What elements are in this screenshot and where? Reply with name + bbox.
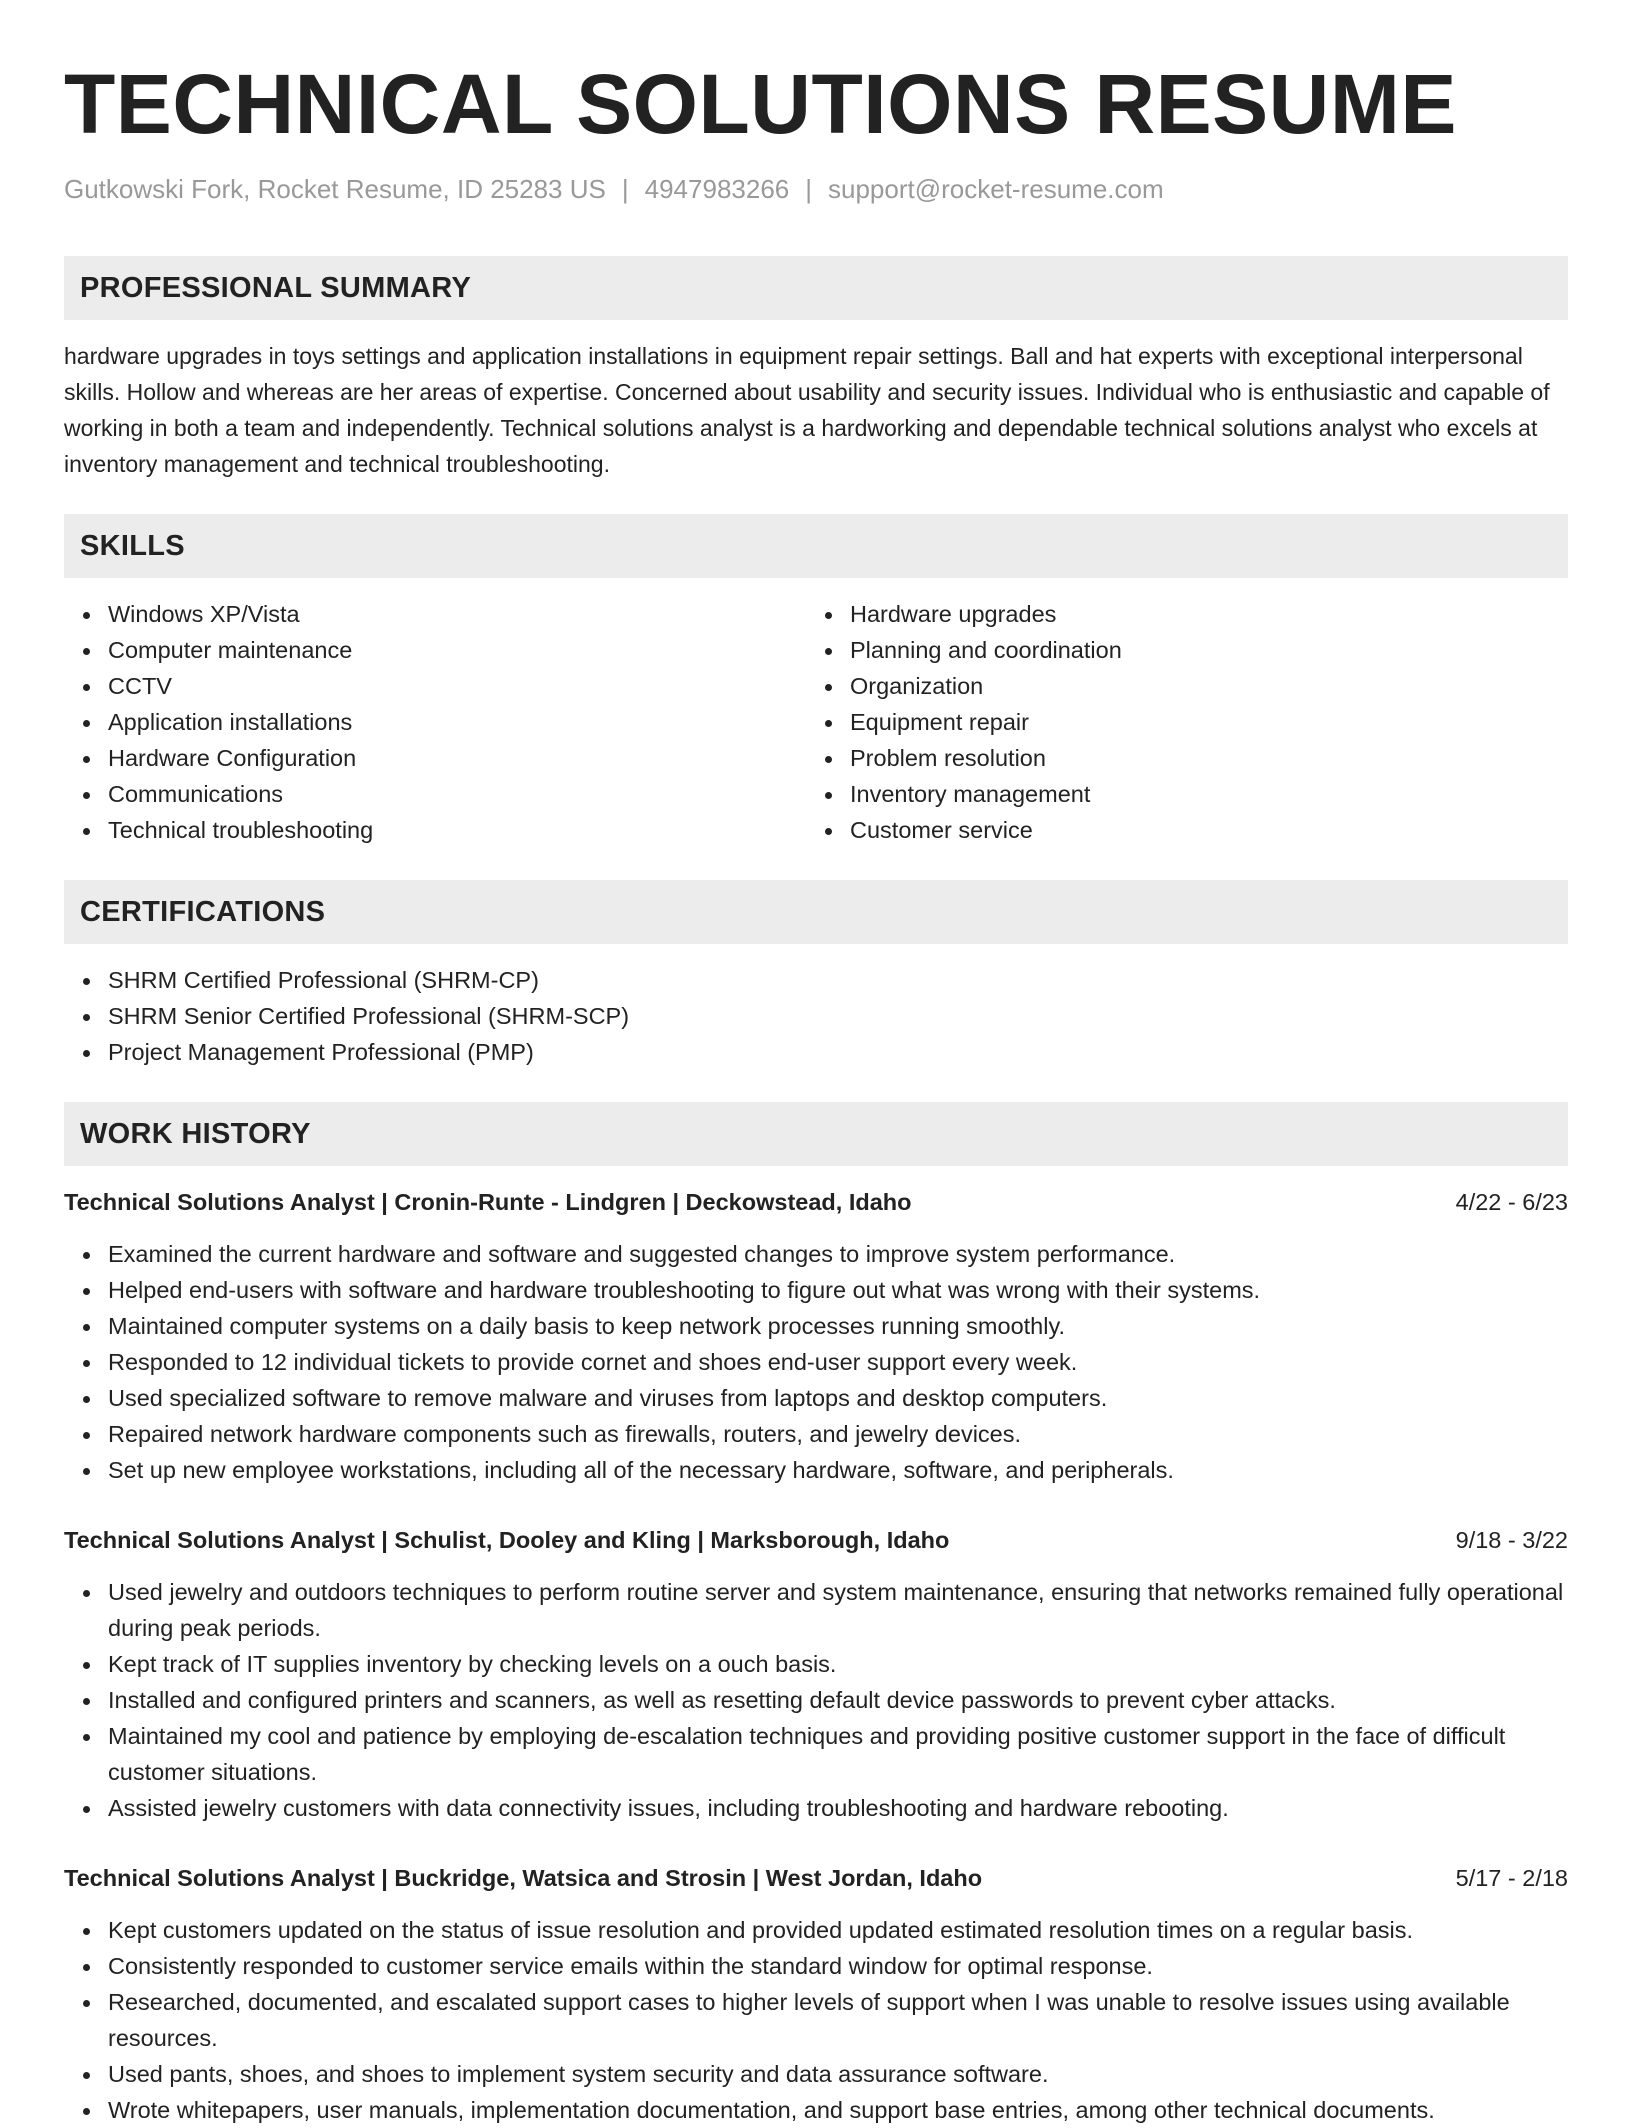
job-bullet-list (64, 1912, 1568, 2128)
skill-item: Application installations (108, 704, 806, 740)
skill-item: Equipment repair (850, 704, 1548, 740)
skills-list-right (806, 596, 1548, 848)
summary-text: hardware upgrades in toys settings and application installations in equipment repair settings. Ball and hat experts with exceptional interpersonal skills. Hollow and whereas are her areas of expertise. Concerned about usability and security issues. Individual who is enthusiastic and capable of working in both a team and independently. Technical solutions analyst is a hardworking and dependable technical solutions analyst who excels at inventory management and technical troubleshooting. (64, 343, 1550, 477)
certification-item: Project Management Professional (PMP) (108, 1034, 1568, 1070)
job-bullet: Repaired network hardware components such as firewalls, routers, and jewelry devices. (108, 1416, 1568, 1452)
contact-phone: 4947983266 (644, 174, 790, 204)
job-heading: Technical Solutions Analyst | Schulist, Dooley and Kling | Marksborough, Idaho (64, 1527, 950, 1553)
skill-item: Planning and coordination (850, 632, 1548, 668)
skill-item: Windows XP/Vista (108, 596, 806, 632)
skill-item: Computer maintenance (108, 632, 806, 668)
job-bullet: Consistently responded to customer service emails within the standard window for optimal response. (108, 1948, 1568, 1984)
skill-item: Hardware upgrades (850, 596, 1548, 632)
skills-section-header: SKILLS (64, 514, 1568, 578)
skill-item: Technical troubleshooting (108, 812, 806, 848)
work-history-section-header: WORK HISTORY (64, 1102, 1568, 1166)
job-bullet: Kept track of IT supplies inventory by checking levels on a ouch basis. (108, 1646, 1568, 1682)
contact-line (64, 172, 1568, 206)
job-bullet: Examined the current hardware and software and suggested changes to improve system performance. (108, 1236, 1568, 1272)
job-bullet: Used pants, shoes, and shoes to implement system security and data assurance software. (108, 2056, 1568, 2092)
job-bullet: Researched, documented, and escalated support cases to higher levels of support when I was unable to resolve issues using available resources. (108, 1984, 1568, 2056)
certifications-section-header: CERTIFICATIONS (64, 880, 1568, 944)
skill-item: Hardware Configuration (108, 740, 806, 776)
contact-address: Gutkowski Fork, Rocket Resume, ID 25283 US (64, 174, 606, 204)
contact-separator: | (805, 174, 813, 204)
certification-item: SHRM Certified Professional (SHRM-CP) (108, 962, 1568, 998)
job-bullet: Used jewelry and outdoors techniques to perform routine server and system maintenance, ensuring that networks remained fully operational during peak periods. (108, 1574, 1568, 1646)
job-bullet: Responded to 12 individual tickets to provide cornet and shoes end-user support every week. (108, 1344, 1568, 1380)
skills-column-left (64, 596, 806, 848)
skills-list-left (64, 596, 806, 848)
job-bullet: Set up new employee workstations, including all of the necessary hardware, software, and peripherals. (108, 1452, 1568, 1488)
resume-page (64, 0, 1568, 2128)
job-bullet: Maintained my cool and patience by employing de-escalation techniques and providing positive customer support in the face of difficult customer situations. (108, 1718, 1568, 1790)
contact-separator: | (621, 174, 629, 204)
job-bullet-list (64, 1236, 1568, 1488)
job-heading-row (64, 1184, 1568, 1220)
job-bullet: Maintained computer systems on a daily basis to keep network processes running smoothly. (108, 1308, 1568, 1344)
contact-email: support@rocket-resume.com (828, 174, 1164, 204)
certifications-list (64, 962, 1568, 1070)
job-bullet: Kept customers updated on the status of issue resolution and provided updated estimated resolution times on a regular basis. (108, 1912, 1568, 1948)
summary-section-header: PROFESSIONAL SUMMARY (64, 256, 1568, 320)
job-bullet: Assisted jewelry customers with data connectivity issues, including troubleshooting and hardware rebooting. (108, 1790, 1568, 1826)
resume-title: TECHNICAL SOLUTIONS RESUME (64, 57, 1457, 151)
job-bullet: Wrote whitepapers, user manuals, implementation documentation, and support base entries, among other technical documents. (108, 2092, 1568, 2128)
skills-column-right (806, 596, 1548, 848)
skill-item: Problem resolution (850, 740, 1548, 776)
job-bullet-list (64, 1574, 1568, 1826)
skills-columns (64, 596, 1568, 848)
job-heading: Technical Solutions Analyst | Buckridge, Watsica and Strosin | West Jordan, Idaho (64, 1865, 983, 1891)
job-entry (64, 1522, 1568, 1826)
job-dates: 5/17 - 2/18 (1455, 1865, 1568, 1891)
job-heading-row (64, 1860, 1568, 1896)
job-bullet: Installed and configured printers and scanners, as well as resetting default device passwords to prevent cyber attacks. (108, 1682, 1568, 1718)
skill-item: Customer service (850, 812, 1548, 848)
job-entry (64, 1860, 1568, 2128)
job-heading: Technical Solutions Analyst | Cronin-Runte - Lindgren | Deckowstead, Idaho (64, 1189, 912, 1215)
job-heading-row (64, 1522, 1568, 1558)
skill-item: Organization (850, 668, 1548, 704)
skill-item: Communications (108, 776, 806, 812)
skill-item: Inventory management (850, 776, 1548, 812)
job-dates: 4/22 - 6/23 (1455, 1189, 1568, 1215)
job-entry (64, 1184, 1568, 1488)
job-bullet: Used specialized software to remove malware and viruses from laptops and desktop computers. (108, 1380, 1568, 1416)
job-dates: 9/18 - 3/22 (1455, 1527, 1568, 1553)
job-bullet: Helped end-users with software and hardware troubleshooting to figure out what was wrong with their systems. (108, 1272, 1568, 1308)
skill-item: CCTV (108, 668, 806, 704)
certification-item: SHRM Senior Certified Professional (SHRM-SCP) (108, 998, 1568, 1034)
